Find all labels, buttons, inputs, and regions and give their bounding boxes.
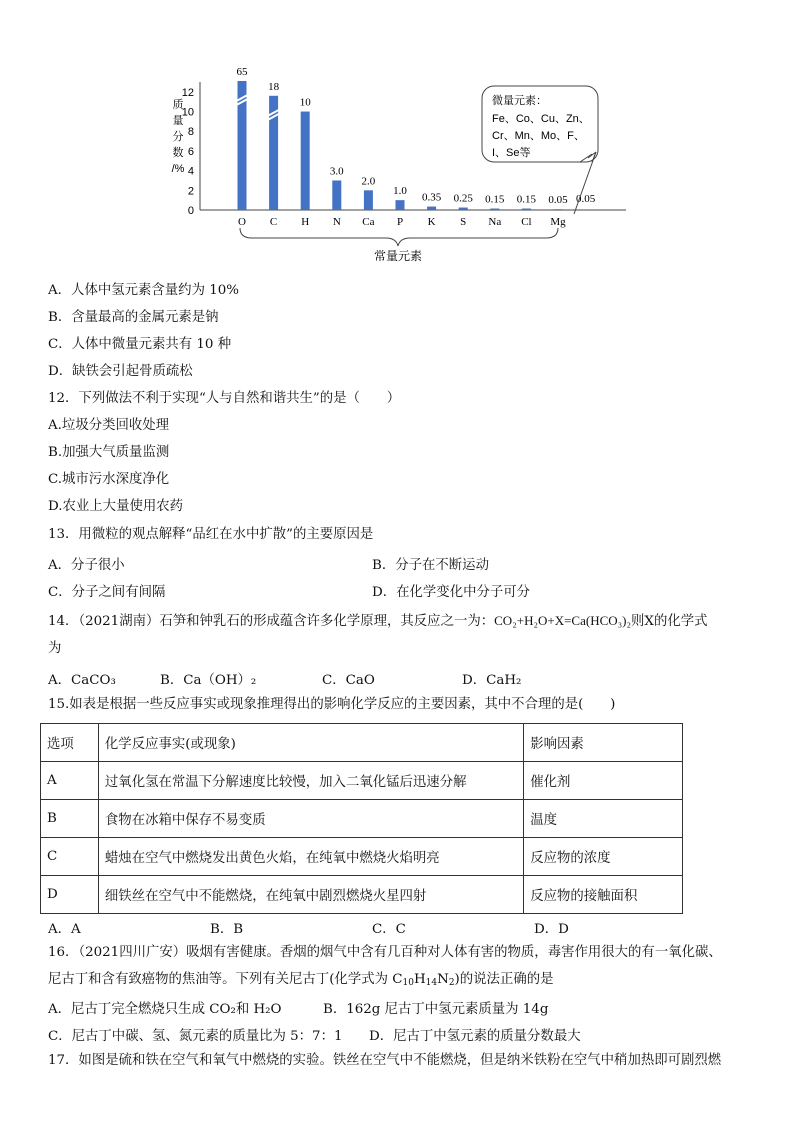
value-label-Na: 0.15 [485,193,505,206]
x-label-S: S [460,216,467,228]
callout-line-3: Cr、Mn、Mo、F、 [492,130,585,142]
x-label-Na: Na [488,216,502,228]
q15-option-c: C．C [372,922,406,937]
table-cell: 蜡烛在空气中燃烧发出黄色火焰，在纯氧中燃烧火焰明亮 [98,838,523,876]
y-tick-label: 8 [187,126,194,139]
table-cell: 温度 [524,800,683,838]
value-label-P: 1.0 [393,185,407,198]
q16-option-d: D．尼古丁中氢元素的质量分数最大 [369,1029,581,1044]
q15-option-d: D．D [534,922,569,937]
q14-stem [48,612,708,631]
brace-label: 常量元素 [373,249,423,263]
element-mass-fraction-chart [160,52,640,272]
table-row [41,876,683,914]
y-label-char: 数 [172,147,184,159]
q16-option-c: C．尼古丁中碳、氢、氮元素的质量比为 5：7：1 [48,1029,343,1044]
table-cell: D [41,876,99,914]
q15-option-b: B．B [210,922,244,937]
value-label-K: 0.35 [421,191,442,204]
q16-stem-suffix: )的说法正确的是 [454,972,554,987]
q16-option-a: A．尼古丁完全燃烧只生成 CO₂和 H₂O [48,1002,282,1017]
bar-P [396,200,405,210]
q16-option-b: B．162g 尼古丁中氢元素质量为 14g [323,1002,549,1017]
y-tick-label: 10 [181,106,194,119]
bar-H [301,112,310,210]
value-label-Cl: 0.15 [516,193,537,206]
value-label-O: 65 [236,66,248,79]
q11-option-b: B．含量最高的金属元素是钠 [48,310,219,325]
y-label-char: 量 [172,115,184,127]
value-label-Ca: 2.0 [361,175,376,188]
q13-option-c: C．分子之间有间隔 [48,585,166,600]
bar-K [427,207,436,210]
x-axis-labels [238,216,566,228]
header-cell: 化学反应事实(或现象) [98,724,523,762]
q16-stem-prefix: 尼古丁和含有致癌物的焦油等。下列有关尼古丁(化学式为 C [48,972,403,987]
x-label-N: N [332,216,341,228]
q14-equation: CO₂+H₂O+X=Ca(HCO₃)₂ [494,613,632,628]
q14-option-c: C．CaO [322,673,375,688]
q14-option-b: B．Ca（OH）₂ [160,673,257,688]
header-cell: 影响因素 [524,724,683,762]
q13-option-d: D．在化学变化中分子可分 [372,585,531,600]
q14-option-a: A．CaCO₃ [48,673,116,688]
callout-line-1: 微量元素： [492,95,547,107]
q12-option-a: A.垃圾分类回收处理 [48,418,170,433]
bar-Ca [364,190,373,210]
q12-option-c: C.城市污水深度净化 [48,472,170,487]
value-label-extra: 0.05 [575,193,596,205]
table-row [41,762,683,800]
value-label-C: 18 [268,80,280,93]
x-label-P: P [396,216,404,228]
callout-line-4: I、Se等 [492,147,531,159]
q15-stem: 15.如表是根据一些反应事实或现象推理得出的影响化学反应的主要因素，其中不合理的是( ) [48,697,616,712]
table-row [41,800,683,838]
q16-stem-line2 [48,971,554,992]
q16-sub-h: 14 [425,978,438,988]
table-header-row [41,724,683,762]
table-row [41,838,683,876]
x-label-C: C [269,216,278,228]
q12-option-d: D.农业上大量使用农药 [48,499,184,514]
table-cell: B [41,800,99,838]
q17-stem-line1: 17．如图是硫和铁在空气和氧气中燃烧的实验。铁丝在空气中不能燃烧，但是纳米铁粉在空气中稍加热即可剧烈燃 [48,1053,722,1068]
y-tick-label: 12 [181,86,194,99]
table-cell: 细铁丝在空气中不能燃烧，在纯氧中剧烈燃烧火星四射 [98,876,523,914]
q11-option-c: C．人体中微量元素共有 10 种 [48,337,232,352]
value-label-N: 3.0 [329,165,344,178]
table-cell: 催化剂 [524,762,683,800]
y-axis-ticks [182,87,194,217]
brace-constant-elements [240,228,558,246]
q16-sub-c: 10 [402,978,414,988]
y-tick-label: 6 [187,145,194,158]
bar-S [459,208,468,210]
table-cell: 反应物的浓度 [524,838,683,876]
table-cell: 反应物的接触面积 [524,876,683,914]
q12-option-b: B.加强大气质量监测 [48,445,170,460]
table-cell: C [41,838,99,876]
x-label-Ca: Ca [362,216,375,228]
table-cell: 食物在冰箱中保存不易变质 [98,800,523,838]
q14-stem-suffix: 则X的化学式 [631,614,708,629]
q16-n: N [437,972,449,987]
q14-stem-prefix: 14．（2021湖南）石笋和钟乳石的形成蕴含许多化学原理，其反应之一为： [48,614,495,629]
table-cell: A [41,762,99,800]
x-label-Cl: Cl [521,216,532,228]
q13-option-a: A．分子很小 [48,558,125,573]
x-label-H: H [301,216,310,228]
y-label-char: /% [171,163,185,175]
bar-N [332,180,341,210]
header-cell: 选项 [41,724,99,762]
q11-option-d: D．缺铁会引起骨质疏松 [48,364,193,379]
q14-stem-cont: 为 [48,641,62,656]
table-cell: 过氧化氢在常温下分解速度比较慢，加入二氧化锰后迅速分解 [98,762,523,800]
y-tick-label: 4 [187,165,194,178]
bar-Mg [554,209,563,210]
x-label-Mg: Mg [550,216,566,228]
q12-stem: 12．下列做法不利于实现“人与自然和谐共生”的是（ ） [48,391,401,406]
y-label-char: 分 [172,131,184,143]
q15-option-a: A．A [48,922,81,937]
q11-option-a: A．人体中氢元素含量约为 10% [48,283,239,298]
y-label-char: 质 [172,99,184,111]
y-tick-label: 0 [187,205,194,217]
x-label-K: K [427,216,436,228]
value-label-Mg: 0.05 [548,194,568,207]
y-tick-label: 2 [187,185,194,198]
x-label-O: O [238,216,246,228]
q13-option-b: B．分子在不断运动 [372,558,489,573]
value-label-S: 0.25 [453,192,473,205]
q16-stem-line1: 16．（2021四川广安）吸烟有害健康。香烟的烟气中含有几百种对人体有害的物质，毒害作用很大的有一氧化碳、 [48,945,722,960]
value-label-H: 10 [299,96,311,109]
bar-Na [490,209,499,210]
callout-line-2: Fe、Co、Cu、Zn、 [492,113,590,125]
q16-h: H [413,972,426,987]
q15-table [40,723,683,914]
q14-option-d: D．CaH₂ [462,673,522,688]
q16-sub-n: 2 [448,978,455,988]
bar-Cl [522,209,531,210]
q13-stem: 13．用微粒的观点解释“品红在水中扩散”的主要原因是 [48,527,374,542]
